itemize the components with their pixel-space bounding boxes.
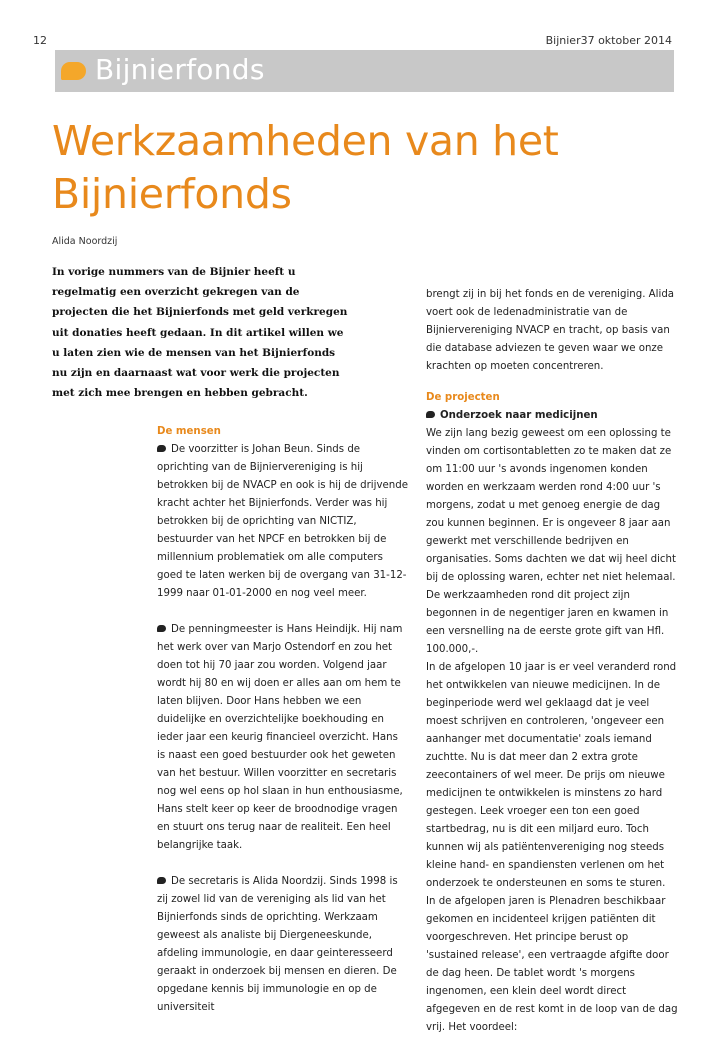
leaf-bullet-icon [157,877,166,884]
author: Alida Noordzij [52,236,118,247]
subheading [426,407,678,425]
leaf-bullet-icon [157,445,166,452]
leaf-bullet-icon [157,625,166,632]
right-column-top [426,286,678,376]
section-heading-mensen: De mensen [157,426,221,437]
body-paragraph [157,621,409,855]
left-column [157,423,409,1017]
page-number: 12 [33,34,47,47]
subheading-text: Onderzoek naar medicijnen [440,410,598,421]
section-heading-projecten: De projecten [426,392,500,403]
body-paragraph: brengt zij in bij het fonds en de vereniging. Alida voert ook de ledenadministratie van de Bijniervereniging NVACP en tracht, op basis van die database adviezen te geven waar we onze krachten op moeten concentreren. [426,289,675,372]
body-paragraph: In de afgelopen jaren is Plenadren beschikbaar gekomen en incidenteel krijgen patiënten dit voorgeschreven. Het principe berust op 'sustained release', een vertraagde afgifte door de dag heen. De tablet wordt 's morgens ingenomen, een klein deel wordt direct afgegeven en de rest komt in de loop van de dag vrij. Het voordeel: [426,896,678,1033]
penningmeester-text: De penningmeester is Hans Heindijk. Hij nam het werk over van Marjo Ostendorf en zou het doen tot hij 70 jaar zou worden. Volgend jaar wordt hij 80 en wij doen er alles aan om hem te laten blijven. Door Hans hebben we een duidelijke en overzichtelijke boekhouding en ieder jaar een keurig financieel overzicht. Hans is naast een goed bestuurder ook het geweten van het bestuur. Willen voorzitter en secretaris nog wel eens op hol slaan in hun enthousiasme, Hans stelt keer op keer de broodnodige vragen en stuurt ons terug naar de realiteit. Een heel belangrijke taak. [157,624,403,851]
secretaris-text: De secretaris is Alida Noordzij. Sinds 1998 is zij zowel lid van de vereniging als lid van het Bijnierfonds sinds de oprichting. Werkzaam geweest als analiste bij Diergeneeskunde, afdeling immunologie, en daar geinteresseerd geraakt in onderzoek bij mensen en dieren. De opgedane kennis bij immunologie en op de universiteit [157,876,398,1013]
issue-info: Bijnier37 oktober 2014 [545,34,672,47]
section-banner [55,50,674,92]
body-paragraph: We zijn lang bezig geweest om een oplossing te vinden om cortisontabletten zo te maken dat ze om 11:00 uur 's avonds ingenomen konden worden en werkzaam werden rond 4:00 uur 's morgens, zodat u met genoeg energie de dag zou kunnen beginnen. Er is ongeveer 8 jaar aan gewerkt met verschillende bedrijven en organisaties. Soms dachten we dat wij heel dicht bij de oplossing waren, echter net niet helemaal. De werkzaamheden rond dit project zijn begonnen in de negentiger jaren en kwamen in een versnelling na de eerste grote gift van Hfl. 100.000,-. [426,428,676,655]
leaf-logo-icon [61,62,86,80]
body-paragraph [157,441,409,603]
voorzitter-text: De voorzitter is Johan Beun. Sinds de oprichting van de Bijniervereniging is hij betrokken bij de NVACP en ook is hij de drijvende kracht achter het Bijnierfonds. Verder was hij betrokken bij de oprichting van NICTIZ, bestuurder van het NPCF en betrokken bij de millennium problematiek om alle computers goed te laten werken bij de overgang van 31-12-1999 naar 01-01-2000 en nog veel meer. [157,444,408,599]
article-title: Werkzaamheden van het Bijnierfonds [52,117,559,218]
body-paragraph: In de afgelopen 10 jaar is er veel veranderd rond het ontwikkelen van nieuwe medicijnen. In de beginperiode werd wel geklaagd dat je veel moest schrijven en controleren, 'ongeveer een aanhanger met documentatie' zoals iemand zuchtte. Nu is dat meer dan 2 extra grote zeecontainers of wel meer. De prijs om nieuwe medicijnen te ontwikkelen is minstens zo hard gestegen. Leek vroeger een ton een goed startbedrag, nu is dit een miljard euro. Toch kunnen wij als patiëntenvereniging nog steeds kleine hand- en spandiensten verlenen om het onderzoek te ondersteunen en soms te sturen. [426,662,677,889]
body-paragraph [157,873,409,1017]
intro-paragraph: In vorige nummers van de Bijnier heeft u regelmatig een overzicht gekregen van de projecten die het Bijnierfonds met geld verkregen uit donaties heeft gedaan. In dit artikel willen we u laten zien wie de mensen van het Bijnierfonds nu zijn en daarnaast wat voor werk die projecten met zich mee brengen en hebben gebracht. [52,266,348,400]
section-title: Bijnierfonds [95,53,265,86]
leaf-bullet-icon [426,411,435,418]
right-column [426,389,678,1037]
